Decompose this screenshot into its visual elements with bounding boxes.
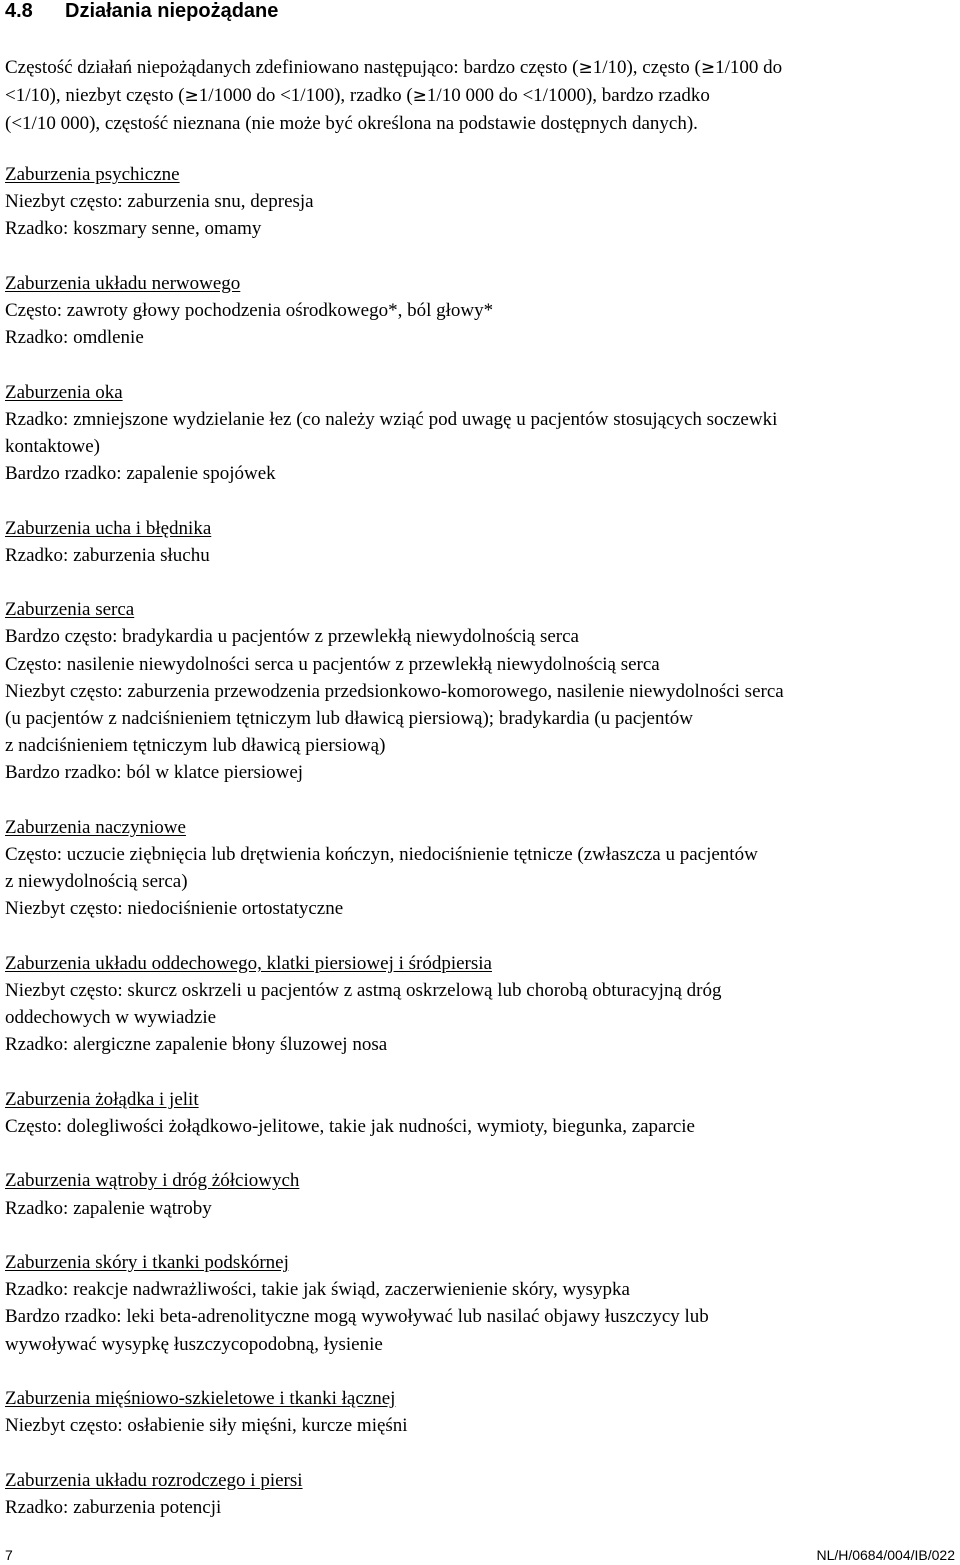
reaction-line: (u pacjentów z nadciśnieniem tętniczym lub dławicą piersiową); bradykardia (u pacjentów	[5, 708, 693, 729]
soc-section-musculoskeletal	[5, 1385, 955, 1439]
soc-title: Zaburzenia mięśniowo-szkieletowe i tkanki łącznej	[5, 1387, 396, 1409]
soc-section-nervous	[5, 270, 955, 352]
section-number: 4.8	[5, 0, 33, 22]
reaction-line: Bardzo często: bradykardia u pacjentów z przewlekłą niewydolnością serca	[5, 626, 579, 648]
soc-title: Zaburzenia żołądka i jelit	[5, 1088, 199, 1110]
reaction-line: Często: uczucie ziębnięcia lub drętwienia kończyn, niedociśnienie tętnicze (zwłaszcza u pacjentów	[5, 844, 758, 865]
soc-title: Zaburzenia ucha i błędnika	[5, 517, 212, 539]
intro-paragraph	[5, 54, 955, 138]
intro-line: <1/10), niezbyt często (≥1/1000 do <1/100), rzadko (≥1/10 000 do <1/1000), bardzo rzadko	[5, 85, 710, 107]
reaction-line: Rzadko: zmniejszone wydzielanie łez (co należy wziąć pod uwagę u pacjentów stosujących soczewki	[5, 408, 778, 430]
soc-title: Zaburzenia układu nerwowego	[5, 272, 241, 294]
page-footer	[5, 1546, 955, 1565]
reaction-line: Rzadko: alergiczne zapalenie błony śluzowej nosa	[5, 1034, 388, 1056]
soc-section-gastrointestinal	[5, 1086, 955, 1140]
soc-section-skin	[5, 1249, 955, 1358]
soc-section-hepatobiliary	[5, 1167, 955, 1221]
reaction-line: kontaktowe)	[5, 436, 100, 457]
adverse-reactions-list	[5, 161, 955, 1548]
soc-title: Zaburzenia naczyniowe	[5, 816, 186, 838]
soc-title: Zaburzenia skóry i tkanki podskórnej	[5, 1251, 289, 1273]
reaction-line: Rzadko: zaburzenia słuchu	[5, 544, 210, 566]
reaction-line: Niezbyt często: zaburzenia snu, depresja	[5, 191, 314, 213]
reaction-line: wywoływać wysypkę łuszczycopodobną, łysienie	[5, 1333, 383, 1355]
reaction-line: Bardzo rzadko: ból w klatce piersiowej	[5, 762, 304, 784]
reaction-line: z niewydolnością serca)	[5, 871, 188, 893]
soc-title: Zaburzenia układu oddechowego, klatki piersiowej i śródpiersia	[5, 952, 492, 974]
reaction-line: Bardzo rzadko: leki beta-adrenolityczne mogą wywoływać lub nasilać objawy łuszczycy lub	[5, 1306, 709, 1328]
reaction-line: oddechowych w wywiadzie	[5, 1007, 217, 1029]
soc-section-eye	[5, 379, 955, 488]
reaction-line: Niezbyt często: skurcz oskrzeli u pacjentów z astmą oskrzelową lub chorobą obturacyjną dróg	[5, 980, 722, 1001]
reaction-line: Rzadko: koszmary senne, omamy	[5, 218, 262, 240]
intro-line: (<1/10 000), częstość nieznana (nie może być określona na podstawie dostępnych danych).	[5, 113, 698, 135]
reaction-line: Bardzo rzadko: zapalenie spojówek	[5, 463, 276, 485]
reaction-line: Często: zawroty głowy pochodzenia ośrodkowego*, ból głowy*	[5, 300, 494, 321]
reaction-line: Rzadko: omdlenie	[5, 327, 144, 349]
soc-section-reproductive	[5, 1467, 955, 1521]
reaction-line: Niezbyt często: osłabienie siły mięśni, kurcze mięśni	[5, 1415, 408, 1437]
soc-section-respiratory	[5, 950, 955, 1059]
reaction-line: Niezbyt często: zaburzenia przewodzenia przedsionkowo-komorowego, nasilenie niewydolności serca	[5, 680, 784, 702]
reaction-line: Rzadko: reakcje nadwrażliwości, takie jak świąd, zaczerwienienie skóry, wysypka	[5, 1279, 630, 1301]
soc-title: Zaburzenia oka	[5, 381, 123, 403]
reaction-line: Rzadko: zaburzenia potencji	[5, 1496, 222, 1518]
reaction-line: Rzadko: zapalenie wątroby	[5, 1197, 212, 1219]
soc-title: Zaburzenia psychiczne	[5, 164, 180, 185]
soc-section-psychiatric	[5, 161, 955, 243]
soc-section-cardiac	[5, 596, 955, 786]
soc-section-vascular	[5, 814, 955, 923]
page-number: 7	[5, 1547, 13, 1563]
intro-line: Częstość działań niepożądanych zdefiniowano następująco: bardzo często (≥1/10), często (≥1/100 do	[5, 57, 783, 78]
reaction-line: Niezbyt często: niedociśnienie ortostatyczne	[5, 898, 344, 920]
soc-title: Zaburzenia wątroby i dróg żółciowych	[5, 1170, 300, 1192]
section-heading	[5, 0, 278, 25]
section-title: Działania niepożądane	[65, 0, 279, 22]
soc-section-ear	[5, 515, 955, 569]
soc-title: Zaburzenia serca	[5, 599, 135, 621]
reaction-line: Często: dolegliwości żołądkowo-jelitowe, takie jak nudności, wymioty, biegunka, zaparcie	[5, 1116, 695, 1137]
reaction-line: Często: nasilenie niewydolności serca u pacjentów z przewlekłą niewydolnością serca	[5, 653, 660, 675]
reaction-line: z nadciśnieniem tętniczym lub dławicą piersiową)	[5, 735, 386, 757]
soc-title: Zaburzenia układu rozrodczego i piersi	[5, 1469, 303, 1491]
document-code: NL/H/0684/004/IB/022	[816, 1547, 955, 1563]
